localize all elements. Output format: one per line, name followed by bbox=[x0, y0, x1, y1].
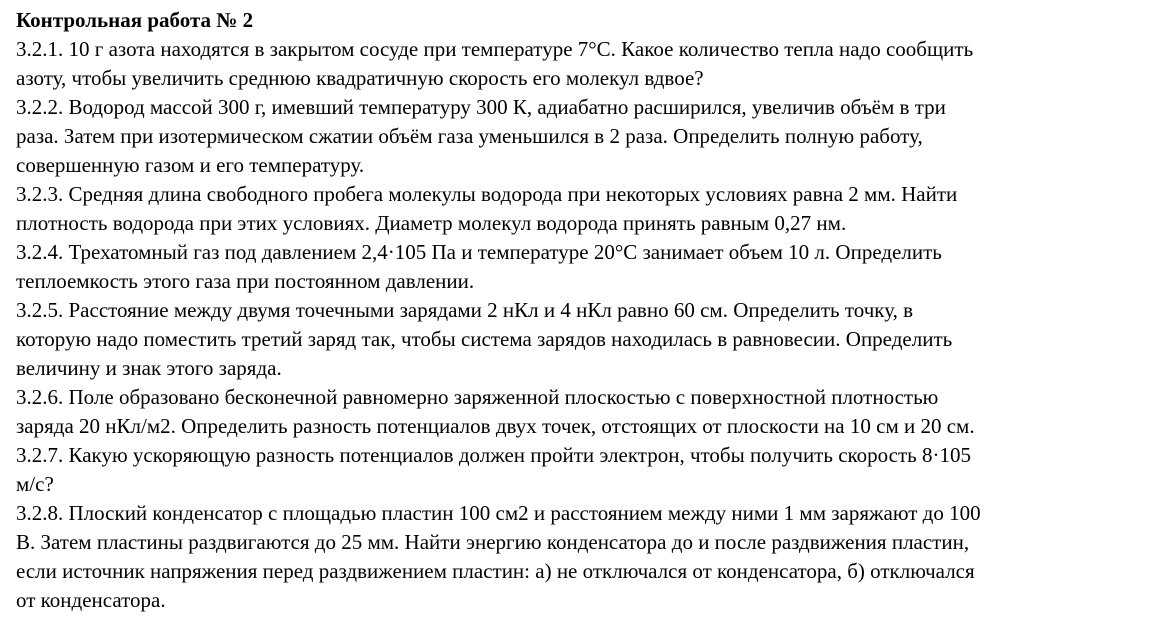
problem-line: от конденсатора. bbox=[16, 588, 166, 612]
problem-text: Расстояние между двумя точечными зарядами 2 нКл и 4 нКл равно 60 см. Определить точку, в bbox=[68, 298, 914, 322]
problem-number: 3.2.1. bbox=[16, 37, 64, 61]
problem-line bbox=[16, 180, 1158, 209]
problem-3-2-5 bbox=[16, 296, 1158, 383]
problem-line: В. Затем пластины раздвигаются до 25 мм. Найти энергию конденсатора до и после раздвижения пластин, bbox=[16, 530, 970, 554]
problem-line: совершенную газом и его температуру. bbox=[16, 153, 365, 177]
problem-text: Плоский конденсатор с площадью пластин 100 см2 и расстоянием между ними 1 мм заряжают до 100 bbox=[68, 501, 981, 525]
problem-text: Средняя длина свободного пробега молекулы водорода при некоторых условиях равна 2 мм. Найти bbox=[68, 182, 958, 206]
problem-line bbox=[16, 35, 1158, 64]
problem-3-2-2 bbox=[16, 93, 1158, 180]
problem-line: если источник напряжения перед раздвижением пластин: а) не отключался от конденсатора, б) отключался bbox=[16, 559, 975, 583]
problem-line bbox=[16, 93, 1158, 122]
problem-number: 3.2.5. bbox=[16, 298, 64, 322]
problem-3-2-7 bbox=[16, 441, 1158, 499]
problem-number: 3.2.8. bbox=[16, 501, 64, 525]
problem-text: Поле образовано бесконечной равномерно заряженной плоскостью с поверхностной плотностью bbox=[68, 385, 939, 409]
problem-3-2-4 bbox=[16, 238, 1158, 296]
problem-number: 3.2.7. bbox=[16, 443, 64, 467]
problem-3-2-8 bbox=[16, 499, 1158, 615]
problem-text: Трехатомный газ под давлением 2,4·105 Па и температуре 20°С занимает объем 10 л. Определить bbox=[68, 240, 942, 264]
problem-line: величину и знак этого заряда. bbox=[16, 356, 282, 380]
problem-line: плотность водорода при этих условиях. Диаметр молекул водорода принять равным 0,27 нм. bbox=[16, 211, 847, 235]
problem-3-2-3 bbox=[16, 180, 1158, 238]
document-title: Контрольная работа № 2 bbox=[16, 8, 254, 32]
problem-text: Какую ускоряющую разность потенциалов должен пройти электрон, чтобы получить скорость 8·105 bbox=[68, 443, 971, 467]
problem-text: 10 г азота находятся в закрытом сосуде при температуре 7°C. Какое количество тепла надо сообщить bbox=[68, 37, 974, 61]
problem-number: 3.2.3. bbox=[16, 182, 64, 206]
problem-number: 3.2.4. bbox=[16, 240, 64, 264]
problem-3-2-1 bbox=[16, 35, 1158, 93]
problem-line: которую надо поместить третий заряд так, чтобы система зарядов находилась в равновесии. Определить bbox=[16, 327, 953, 351]
problem-line: азоту, чтобы увеличить среднюю квадратичную скорость его молекул вдвое? bbox=[16, 66, 704, 90]
problem-number: 3.2.2. bbox=[16, 95, 64, 119]
problem-line bbox=[16, 296, 1158, 325]
problem-line bbox=[16, 238, 1158, 267]
problem-text: Водород массой 300 г, имевший температуру 300 К, адиабатно расширился, увеличив объём в три bbox=[68, 95, 946, 119]
problem-line: м/с? bbox=[16, 472, 54, 496]
problem-line: заряда 20 нКл/м2. Определить разность потенциалов двух точек, отстоящих от плоскости на 10 см и 20 см. bbox=[16, 414, 975, 438]
problem-line: теплоемкость этого газа при постоянном давлении. bbox=[16, 269, 475, 293]
problem-3-2-6 bbox=[16, 383, 1158, 441]
problem-number: 3.2.6. bbox=[16, 385, 64, 409]
problem-line: раза. Затем при изотермическом сжатии объём газа уменьшился в 2 раза. Определить полную работу, bbox=[16, 124, 923, 148]
problem-line bbox=[16, 441, 1158, 470]
problem-line bbox=[16, 499, 1158, 528]
problem-line bbox=[16, 383, 1158, 412]
